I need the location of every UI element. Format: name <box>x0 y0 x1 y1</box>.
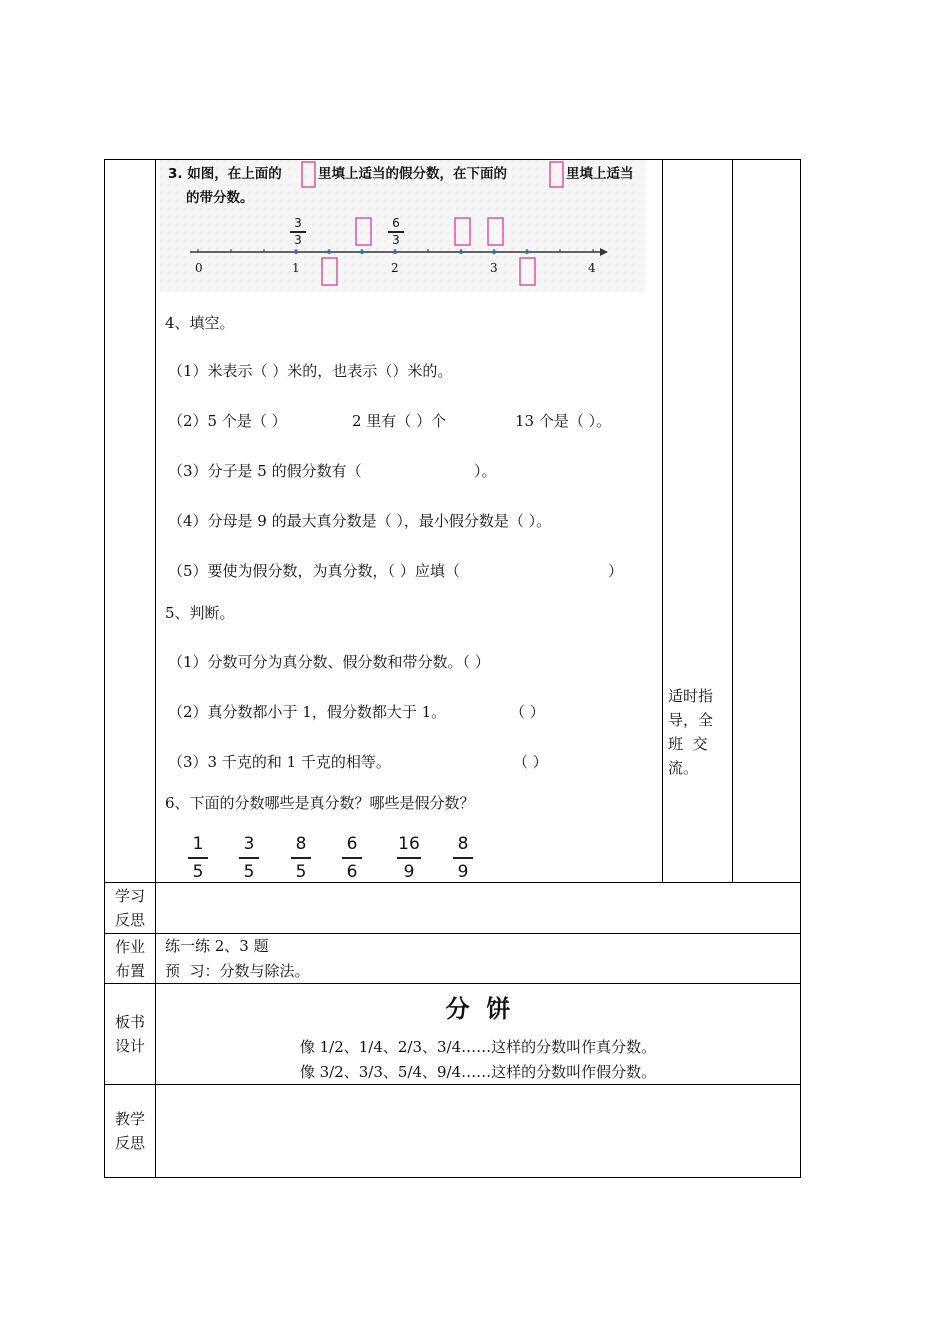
q6-fraction-5: 16 9 <box>398 834 420 882</box>
q5-item-3: （3）3 千克的和 1 千克的相等。 <box>168 753 391 771</box>
q5-item-2: （2）真分数都小于 1，假分数都大于 1。 <box>168 703 447 721</box>
q4-item-2a: （2）5 个是（ ） <box>168 412 287 430</box>
homework-line-2: 预 习：分数与除法。 <box>165 962 310 980</box>
board-design-label: 板书 设计 <box>114 1013 145 1055</box>
board-line-1: 像 1/2、1/4、2/3、3/4……这样的分数叫作真分数。 <box>299 1038 657 1056</box>
q6-fraction-4: 6 6 <box>340 834 364 882</box>
board-title: 分 饼 <box>445 995 511 1023</box>
axis-label-1: 1 <box>292 261 300 275</box>
q6-fraction-2: 3 5 <box>237 834 261 882</box>
exercise-3-figure <box>160 160 646 292</box>
q6-fraction-6: 8 9 <box>451 834 475 882</box>
guide-note-line-4: 流。 <box>668 759 699 777</box>
q4-item-1: （1）米表示（ ）米的，也表示（）米的。 <box>168 362 453 380</box>
axis-label-2: 2 <box>391 261 399 275</box>
q4-title: 4、填空。 <box>165 314 235 332</box>
homework-line-1: 练一练 2、3 题 <box>165 937 269 955</box>
axis-fraction-6-3: 6 3 <box>384 217 408 247</box>
q4-item-5-end: ） <box>608 562 624 580</box>
homework-label: 作业 布置 <box>114 938 145 980</box>
q4-item-4: （4）分母是 9 的最大真分数是（ ），最小假分数是（ ）。 <box>168 512 552 530</box>
q4-item-2b: 2 里有（ ）个 <box>352 412 447 430</box>
guide-note-line-1: 适时指 <box>668 687 714 705</box>
q4-item-3-end: ）。 <box>474 462 497 480</box>
q4-item-5: （5）要使为假分数，为真分数，（ ）应填（ <box>168 562 460 580</box>
axis-label-4: 4 <box>588 261 596 275</box>
board-line-2: 像 3/2、3/3、5/4、9/4……这样的分数叫作假分数。 <box>299 1063 657 1081</box>
q4-item-2c: 13 个是（ ）。 <box>515 412 612 430</box>
q5-item-1: （1）分数可分为真分数、假分数和带分数。（ ） <box>168 653 490 671</box>
axis-label-0: 0 <box>195 261 203 275</box>
exercise-3-number: 3. <box>168 166 183 182</box>
guide-note <box>668 684 728 780</box>
study-reflection-label: 学习 反思 <box>114 887 145 929</box>
q4-item-3: （3）分子是 5 的假分数有（ <box>168 462 362 480</box>
axis-label-3: 3 <box>490 261 498 275</box>
q5-item-2-paren: （ ） <box>510 703 545 721</box>
exercise-3-prompt-start: 如图，在上面的 <box>187 166 282 182</box>
exercise-3-prompt-line1 <box>168 164 282 184</box>
guide-note-line-3: 班 交 <box>668 735 708 753</box>
exercise-3-prompt-mid1: 里填上适当的假分数，在下面的 <box>318 166 507 182</box>
teaching-reflection-label: 教学 反思 <box>114 1110 145 1152</box>
exercise-3-prompt-line2: 的带分数。 <box>186 190 254 206</box>
q6-title: 6、下面的分数哪些是真分数？哪些是假分数？ <box>165 794 475 812</box>
exercise-3-prompt-mid2: 里填上适当 <box>566 166 634 182</box>
q5-item-3-paren: （ ） <box>513 753 548 771</box>
axis-fraction-3-3: 3 3 <box>286 217 310 247</box>
guide-note-line-2: 导，全 <box>668 711 714 729</box>
q6-fraction-1: 1 5 <box>186 834 210 882</box>
q6-fraction-3: 8 5 <box>289 834 313 882</box>
q5-title: 5、判断。 <box>165 604 235 622</box>
